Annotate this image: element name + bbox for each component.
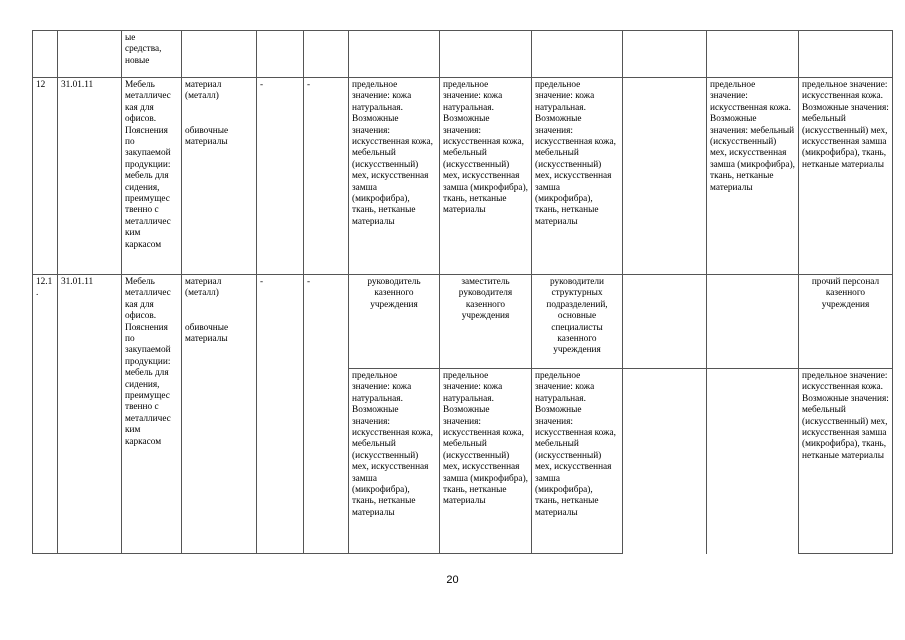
cell-dash <box>257 31 304 78</box>
cell-dash <box>304 31 349 78</box>
position-header <box>623 275 707 369</box>
cell-num <box>33 31 58 78</box>
cell-value <box>532 31 623 78</box>
limit-value <box>623 369 707 554</box>
table-row <box>33 275 893 369</box>
characteristics <box>182 275 257 554</box>
cell-dash: - <box>304 275 349 554</box>
characteristic-upholstery: обивочные материалы <box>185 322 229 345</box>
characteristics <box>182 78 257 275</box>
characteristic-material: материал (металл) <box>185 80 222 102</box>
limit-value <box>623 78 707 275</box>
product-name: Мебель металличес кая для офисов. Пояснения по закупаемой продукции: мебель для сидения, преимущес твенно с металличес ким каркасом <box>122 275 182 554</box>
cell-code <box>58 31 122 78</box>
limit-value: предельное значение: кожа натуральная. Возможные значения: искусственная кожа, мебельный (искусственный) мех, искусственная замша (микрофибра), ткань, нетканые материалы <box>532 78 623 275</box>
page-number: 20 <box>446 574 459 586</box>
limit-value: предельное значение: кожа натуральная. Возможные значения: искусственная кожа, мебельный (искусственный) мех, искусственная замша (микрофибра), ткань, нетканые материалы <box>532 369 623 554</box>
limit-value: предельное значение: кожа натуральная. Возможные значения: искусственная кожа, мебельный (искусственный) мех, искусственная замша (микрофибра), ткань, нетканые материалы <box>349 369 440 554</box>
position-header: руководители структурных подразделений, основные специалисты казенного учреждения <box>532 275 623 369</box>
position-header: заместитель руководителя казенного учреждения <box>440 275 532 369</box>
okpd-code: 31.01.11 <box>58 78 122 275</box>
limit-value: предельное значение: искусственная кожа. Возможные значения: мебельный (искусственный) мех, искусственная замша (микрофибра), ткань, нетканые материалы <box>799 78 893 275</box>
table-row <box>33 31 893 78</box>
cell-value <box>349 31 440 78</box>
limit-value: предельное значение: искусственная кожа. Возможные значения: мебельный (искусственный) мех, искусственная замша (микрофибра), ткань, нетканые материалы <box>707 78 799 275</box>
cell-attr: ые средства, новые <box>122 31 182 78</box>
row-number: 12.1 . <box>33 275 58 554</box>
table-row <box>33 78 893 275</box>
cell-value <box>440 31 532 78</box>
limit-value <box>707 369 799 554</box>
cell-char <box>182 31 257 78</box>
cell-value <box>623 31 707 78</box>
limit-value: предельное значение: кожа натуральная. Возможные значения: искусственная кожа, мебельный (искусственный) мех, искусственная замша (микрофибра), ткань, нетканые материалы <box>440 369 532 554</box>
cell-dash: - <box>257 275 304 554</box>
limit-value: предельное значение: кожа натуральная. Возможные значения: искусственная кожа, мебельный (искусственный) мех, искусственная замша (микрофибра), ткань, нетканые материалы <box>440 78 532 275</box>
requirements-table <box>32 30 893 554</box>
position-header <box>707 275 799 369</box>
characteristic-material: материал (металл) <box>185 277 222 299</box>
position-header: прочий персонал казенного учреждения <box>799 275 893 369</box>
row-number: 12 <box>33 78 58 275</box>
cell-value <box>799 31 893 78</box>
characteristic-upholstery: обивочные материалы <box>185 125 229 148</box>
cell-value <box>707 31 799 78</box>
limit-value: предельное значение: кожа натуральная. Возможные значения: искусственная кожа, мебельный (искусственный) мех, искусственная замша (микрофибра), ткань, нетканые материалы <box>349 78 440 275</box>
cell-dash: - <box>257 78 304 275</box>
position-header: руководитель казенного учреждения <box>349 275 440 369</box>
cell-dash: - <box>304 78 349 275</box>
okpd-code: 31.01.11 <box>58 275 122 554</box>
limit-value: предельное значение: искусственная кожа. Возможные значения: мебельный (искусственный) мех, искусственная замша (микрофибра), ткань, нетканые материалы <box>799 369 893 554</box>
product-name: Мебель металличес кая для офисов. Пояснения по закупаемой продукции: мебель для сидения, преимущес твенно с металличес ким каркасом <box>122 78 182 275</box>
